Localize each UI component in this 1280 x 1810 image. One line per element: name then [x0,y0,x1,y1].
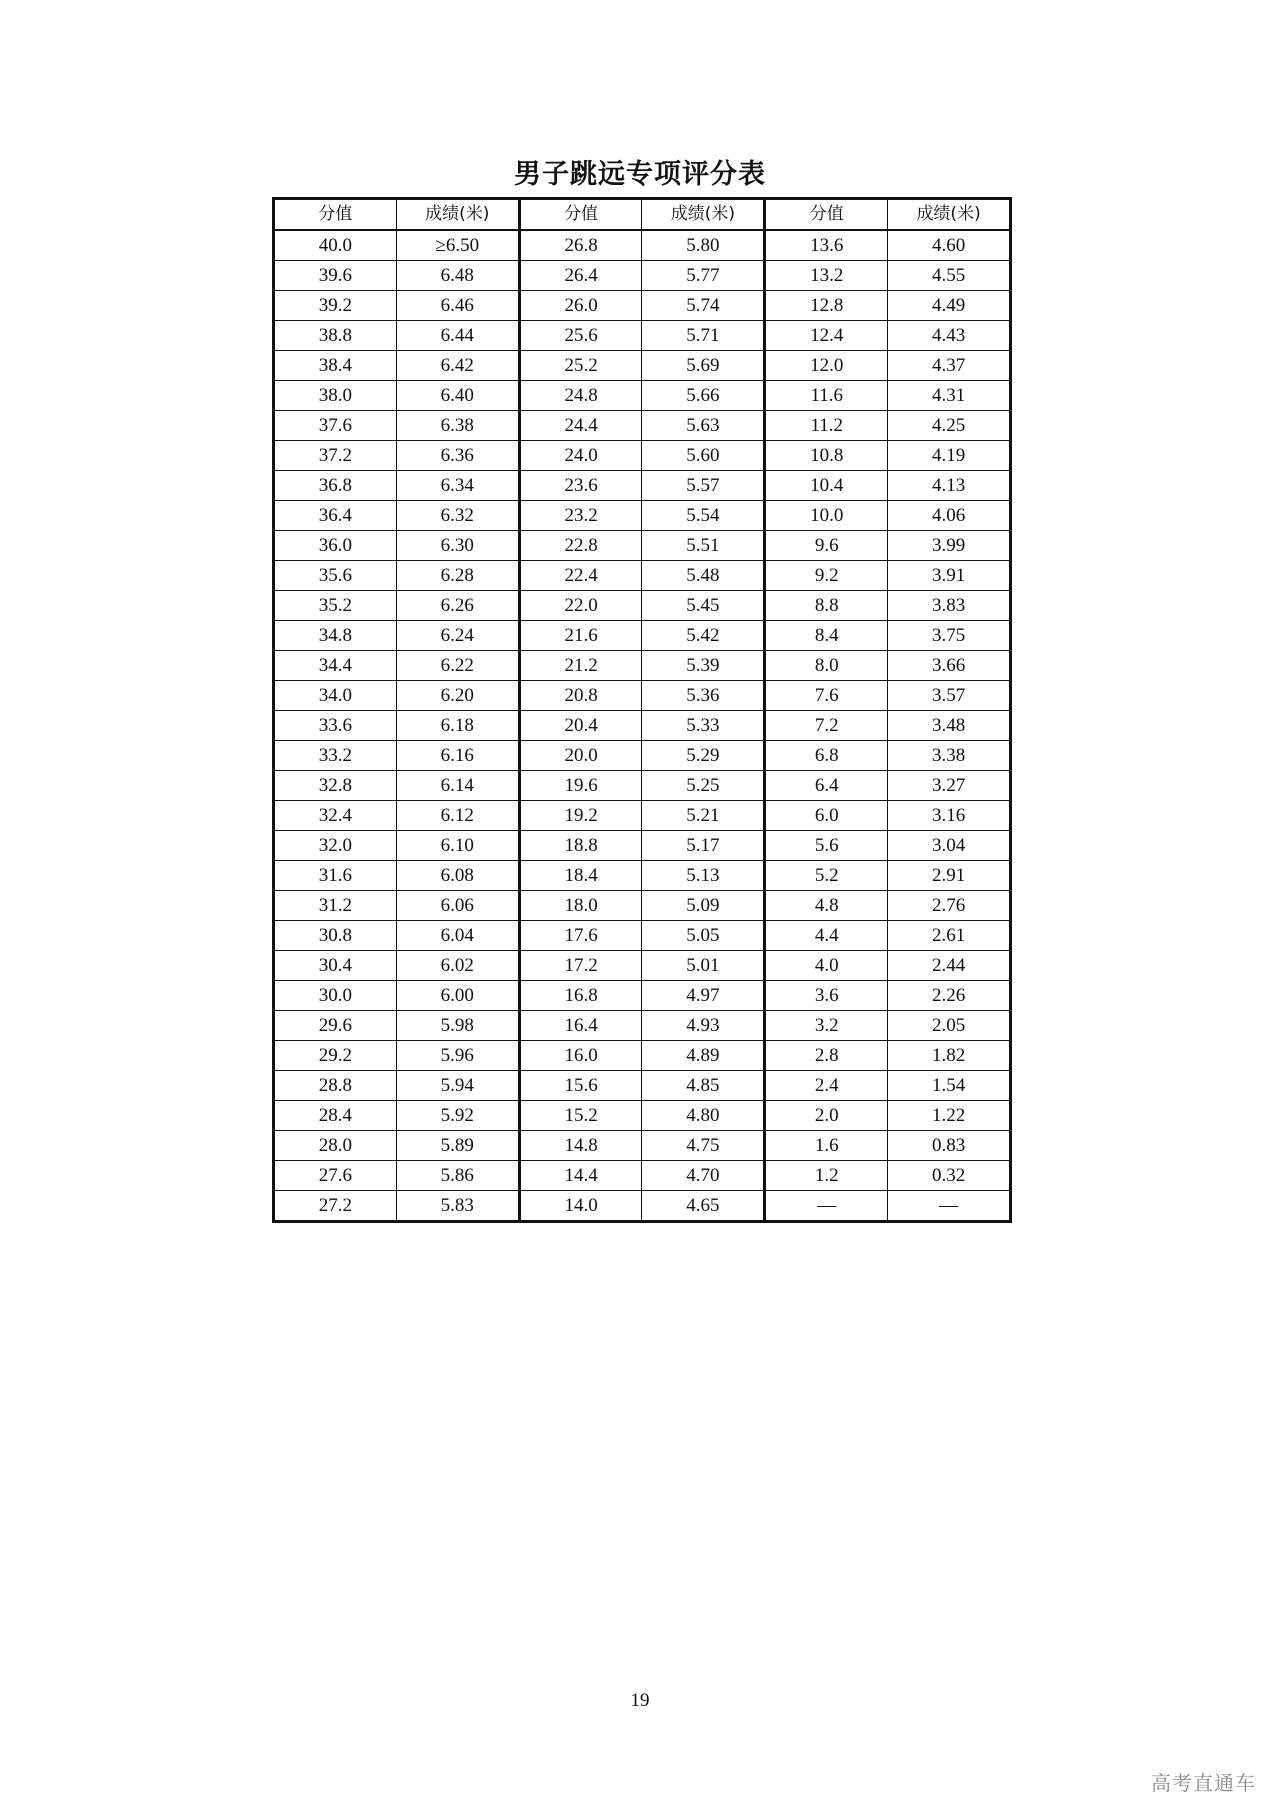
score-cell: 31.6 [274,861,397,891]
result-cell: 5.01 [642,951,765,981]
result-cell: — [888,1191,1011,1222]
result-cell: 5.63 [642,411,765,441]
result-cell: 3.27 [888,771,1011,801]
score-cell: — [765,1191,888,1222]
score-cell: 22.8 [519,531,642,561]
score-cell: 30.0 [274,981,397,1011]
score-cell: 38.0 [274,381,397,411]
result-cell: 5.33 [642,711,765,741]
score-cell: 10.4 [765,471,888,501]
table-row [274,801,1011,831]
score-cell: 24.0 [519,441,642,471]
score-cell: 9.6 [765,531,888,561]
table-row [274,681,1011,711]
result-cell: 6.02 [396,951,519,981]
result-cell: 6.28 [396,561,519,591]
score-cell: 18.0 [519,891,642,921]
result-cell: 4.65 [642,1191,765,1222]
result-cell: 5.80 [642,230,765,261]
result-cell: 1.22 [888,1101,1011,1131]
score-cell: 38.8 [274,321,397,351]
score-cell: 39.2 [274,291,397,321]
table-row [274,861,1011,891]
result-cell: 2.91 [888,861,1011,891]
result-cell: 5.45 [642,591,765,621]
result-cell: 6.08 [396,861,519,891]
result-cell: 4.55 [888,261,1011,291]
result-cell: 5.89 [396,1131,519,1161]
score-cell: 15.2 [519,1101,642,1131]
score-cell: 32.4 [274,801,397,831]
score-cell: 28.0 [274,1131,397,1161]
table-row [274,621,1011,651]
result-cell: 2.44 [888,951,1011,981]
table-row [274,651,1011,681]
result-cell: 4.49 [888,291,1011,321]
result-cell: 5.96 [396,1041,519,1071]
table-row [274,441,1011,471]
header-score: 分值 [765,199,888,231]
score-cell: 3.6 [765,981,888,1011]
table-row [274,471,1011,501]
result-cell: 3.38 [888,741,1011,771]
table-row [274,741,1011,771]
score-cell: 21.2 [519,651,642,681]
score-cell: 8.4 [765,621,888,651]
score-cell: 39.6 [274,261,397,291]
score-cell: 12.4 [765,321,888,351]
score-cell: 29.6 [274,1011,397,1041]
score-cell: 6.4 [765,771,888,801]
score-cell: 24.4 [519,411,642,441]
table-row [274,921,1011,951]
table-row [274,981,1011,1011]
score-cell: 6.8 [765,741,888,771]
score-cell: 35.6 [274,561,397,591]
score-cell: 23.2 [519,501,642,531]
result-cell: 5.71 [642,321,765,351]
score-cell: 31.2 [274,891,397,921]
table-header-row [274,199,1011,231]
score-cell: 10.8 [765,441,888,471]
score-cell: 35.2 [274,591,397,621]
result-cell: 5.94 [396,1071,519,1101]
page-number: 19 [630,1690,650,1711]
table-row [274,891,1011,921]
result-cell: 5.29 [642,741,765,771]
result-cell: 6.24 [396,621,519,651]
result-cell: 4.60 [888,230,1011,261]
score-cell: 4.4 [765,921,888,951]
score-cell: 18.8 [519,831,642,861]
result-cell: 2.05 [888,1011,1011,1041]
table-row [274,831,1011,861]
result-cell: 6.42 [396,351,519,381]
table-row [274,951,1011,981]
table-row [274,1161,1011,1191]
result-cell: 5.98 [396,1011,519,1041]
result-cell: 5.13 [642,861,765,891]
score-cell: 26.0 [519,291,642,321]
result-cell: 5.54 [642,501,765,531]
score-cell: 9.2 [765,561,888,591]
result-cell: 4.80 [642,1101,765,1131]
table-row [274,291,1011,321]
header-score: 分值 [274,199,397,231]
result-cell: 3.57 [888,681,1011,711]
result-cell: 5.83 [396,1191,519,1222]
result-cell: 5.86 [396,1161,519,1191]
result-cell: 6.14 [396,771,519,801]
result-cell: 4.37 [888,351,1011,381]
score-cell: 33.6 [274,711,397,741]
score-cell: 7.6 [765,681,888,711]
table-row [274,501,1011,531]
table-body [274,230,1011,1222]
result-cell: 5.92 [396,1101,519,1131]
result-cell: 6.32 [396,501,519,531]
header-result: 成绩(米) [888,199,1011,231]
result-cell: 2.61 [888,921,1011,951]
score-cell: 6.0 [765,801,888,831]
result-cell: 5.42 [642,621,765,651]
score-cell: 14.8 [519,1131,642,1161]
score-cell: 34.4 [274,651,397,681]
result-cell: 4.25 [888,411,1011,441]
score-cell: 19.2 [519,801,642,831]
score-cell: 26.8 [519,230,642,261]
result-cell: 4.31 [888,381,1011,411]
score-cell: 28.4 [274,1101,397,1131]
result-cell: 5.48 [642,561,765,591]
table-row [274,531,1011,561]
table-row [274,261,1011,291]
result-cell: 6.00 [396,981,519,1011]
score-table [272,197,1012,1223]
score-cell: 12.0 [765,351,888,381]
score-cell: 1.6 [765,1131,888,1161]
result-cell: 0.83 [888,1131,1011,1161]
score-cell: 4.0 [765,951,888,981]
score-cell: 16.0 [519,1041,642,1071]
result-cell: 2.26 [888,981,1011,1011]
score-cell: 14.4 [519,1161,642,1191]
score-cell: 8.8 [765,591,888,621]
score-cell: 32.0 [274,831,397,861]
result-cell: 3.04 [888,831,1011,861]
result-cell: 5.57 [642,471,765,501]
result-cell: 6.22 [396,651,519,681]
result-cell: 5.77 [642,261,765,291]
score-cell: 1.2 [765,1161,888,1191]
result-cell: 6.12 [396,801,519,831]
result-cell: 6.30 [396,531,519,561]
score-cell: 5.6 [765,831,888,861]
score-cell: 38.4 [274,351,397,381]
table-row [274,1191,1011,1222]
score-cell: 24.8 [519,381,642,411]
score-cell: 25.6 [519,321,642,351]
header-result: 成绩(米) [642,199,765,231]
header-result: 成绩(米) [396,199,519,231]
score-cell: 34.0 [274,681,397,711]
score-cell: 17.6 [519,921,642,951]
result-cell: 4.43 [888,321,1011,351]
result-cell: 6.36 [396,441,519,471]
table-row [274,771,1011,801]
score-cell: 20.8 [519,681,642,711]
table-row [274,1131,1011,1161]
score-cell: 33.2 [274,741,397,771]
score-cell: 13.6 [765,230,888,261]
result-cell: 6.10 [396,831,519,861]
result-cell: 6.44 [396,321,519,351]
score-cell: 32.8 [274,771,397,801]
score-cell: 20.4 [519,711,642,741]
result-cell: 4.93 [642,1011,765,1041]
result-cell: 5.25 [642,771,765,801]
score-cell: 18.4 [519,861,642,891]
result-cell: 4.06 [888,501,1011,531]
result-cell: 6.26 [396,591,519,621]
result-cell: 5.21 [642,801,765,831]
score-cell: 8.0 [765,651,888,681]
score-cell: 20.0 [519,741,642,771]
result-cell: 3.48 [888,711,1011,741]
score-cell: 14.0 [519,1191,642,1222]
table-row [274,1071,1011,1101]
result-cell: 3.99 [888,531,1011,561]
score-cell: 30.8 [274,921,397,951]
score-cell: 22.4 [519,561,642,591]
result-cell: 5.69 [642,351,765,381]
result-cell: 1.82 [888,1041,1011,1071]
score-cell: 11.6 [765,381,888,411]
result-cell: 6.04 [396,921,519,951]
score-cell: 3.2 [765,1011,888,1041]
result-cell: 6.38 [396,411,519,441]
score-cell: 2.8 [765,1041,888,1071]
score-cell: 10.0 [765,501,888,531]
result-cell: 5.74 [642,291,765,321]
result-cell: 5.66 [642,381,765,411]
result-cell: 5.05 [642,921,765,951]
result-cell: 5.09 [642,891,765,921]
table-row [274,1101,1011,1131]
result-cell: 5.17 [642,831,765,861]
result-cell: 5.51 [642,531,765,561]
score-cell: 40.0 [274,230,397,261]
result-cell: 3.91 [888,561,1011,591]
score-cell: 15.6 [519,1071,642,1101]
result-cell: 6.40 [396,381,519,411]
result-cell: 6.48 [396,261,519,291]
score-cell: 16.4 [519,1011,642,1041]
score-cell: 22.0 [519,591,642,621]
table-row [274,381,1011,411]
result-cell: 3.83 [888,591,1011,621]
result-cell: 6.46 [396,291,519,321]
table-row [274,1011,1011,1041]
result-cell: 4.19 [888,441,1011,471]
score-cell: 30.4 [274,951,397,981]
page-title: 男子跳远专项评分表 [514,159,766,190]
result-cell: 6.34 [396,471,519,501]
result-cell: 6.20 [396,681,519,711]
score-cell: 36.4 [274,501,397,531]
result-cell: 6.18 [396,711,519,741]
table-row [274,411,1011,441]
table-row [274,1041,1011,1071]
score-cell: 34.8 [274,621,397,651]
result-cell: 4.75 [642,1131,765,1161]
result-cell: 5.36 [642,681,765,711]
watermark: 高考直通车 [1151,1771,1256,1795]
result-cell: 4.70 [642,1161,765,1191]
score-cell: 23.6 [519,471,642,501]
result-cell: 5.60 [642,441,765,471]
score-cell: 4.8 [765,891,888,921]
header-score: 分值 [519,199,642,231]
score-cell: 11.2 [765,411,888,441]
score-cell: 36.8 [274,471,397,501]
score-cell: 7.2 [765,711,888,741]
score-cell: 13.2 [765,261,888,291]
result-cell: 6.06 [396,891,519,921]
table-row [274,711,1011,741]
score-cell: 12.8 [765,291,888,321]
score-cell: 29.2 [274,1041,397,1071]
score-cell: 21.6 [519,621,642,651]
table-row [274,591,1011,621]
result-cell: 2.76 [888,891,1011,921]
score-cell: 19.6 [519,771,642,801]
table-row [274,351,1011,381]
score-cell: 5.2 [765,861,888,891]
result-cell: 3.66 [888,651,1011,681]
table-row [274,561,1011,591]
score-cell: 2.0 [765,1101,888,1131]
result-cell: 4.85 [642,1071,765,1101]
score-cell: 27.2 [274,1191,397,1222]
score-cell: 37.6 [274,411,397,441]
score-cell: 28.8 [274,1071,397,1101]
result-cell: 6.16 [396,741,519,771]
score-cell: 25.2 [519,351,642,381]
score-cell: 27.6 [274,1161,397,1191]
score-cell: 36.0 [274,531,397,561]
score-cell: 17.2 [519,951,642,981]
score-cell: 37.2 [274,441,397,471]
score-cell: 16.8 [519,981,642,1011]
result-cell: 3.75 [888,621,1011,651]
table-row [274,230,1011,261]
result-cell: 0.32 [888,1161,1011,1191]
score-cell: 2.4 [765,1071,888,1101]
result-cell: 4.89 [642,1041,765,1071]
score-cell: 26.4 [519,261,642,291]
table-row [274,321,1011,351]
result-cell: 1.54 [888,1071,1011,1101]
result-cell: 4.97 [642,981,765,1011]
result-cell: ≥6.50 [396,230,519,261]
result-cell: 3.16 [888,801,1011,831]
result-cell: 4.13 [888,471,1011,501]
result-cell: 5.39 [642,651,765,681]
